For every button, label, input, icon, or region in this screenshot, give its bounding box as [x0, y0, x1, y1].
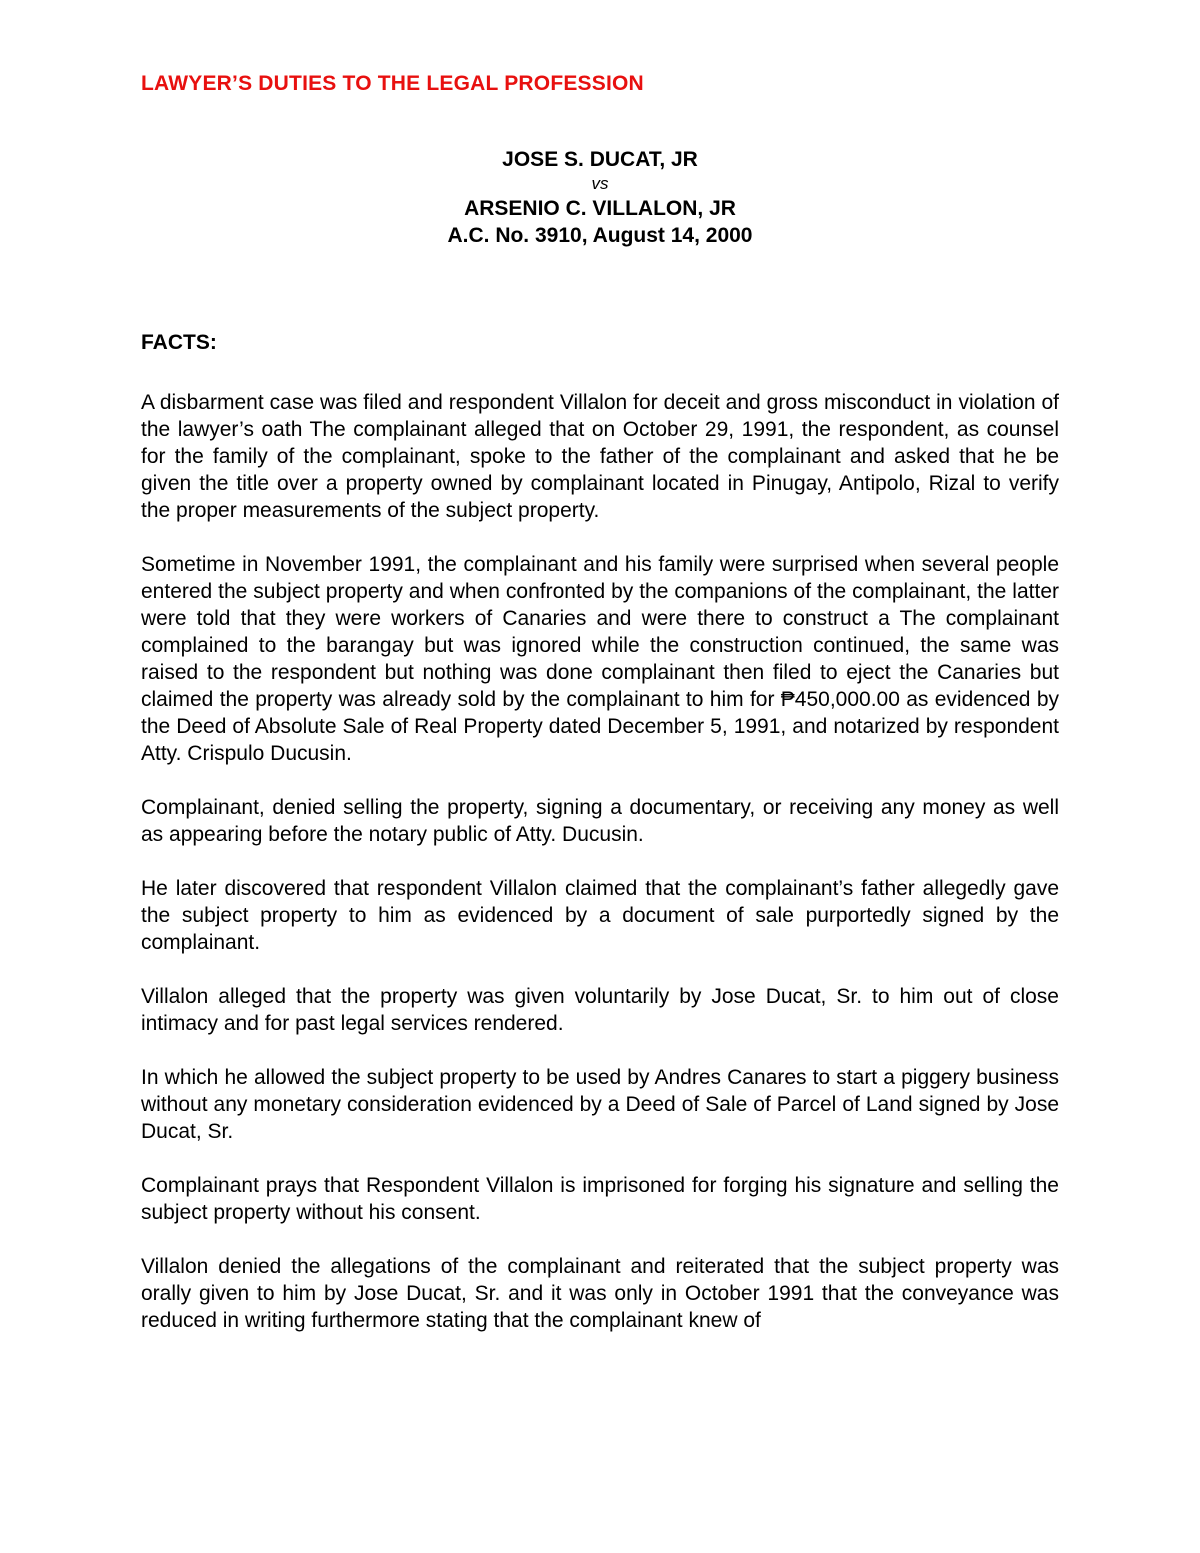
paragraph: A disbarment case was filed and respondent Villalon for deceit and gross misconduct in violation of the lawyer’s oath The complainant alleged that on October 29, 1991, the respondent, as counsel for the family of the complainant, spoke to the father of the complainant and asked that he be given the title over a property owned by complainant located in Pinugay, Antipolo, Rizal to verify the proper measurements of the subject property.: [141, 391, 1059, 522]
paragraph: In which he allowed the subject property to be used by Andres Canares to start a piggery business without any monetary consideration evidenced by a Deed of Sale of Parcel of Land signed by Jose Ducat, Sr.: [141, 1066, 1059, 1143]
paragraph: Complainant prays that Respondent Villalon is imprisoned for forging his signature and selling the subject property without his consent.: [141, 1174, 1059, 1224]
facts-body: [141, 389, 1059, 1361]
respondent-name: ARSENIO C. VILLALON, JR: [464, 197, 736, 220]
paragraph: He later discovered that respondent Villalon claimed that the complainant’s father allegedly gave the subject property to him as evidenced by a document of sale purportedly signed by the complainant.: [141, 877, 1059, 954]
versus-label: vs: [591, 174, 609, 193]
case-number: A.C. No. 3910, August 14, 2000: [447, 224, 753, 247]
paragraph: Villalon denied the allegations of the complainant and reiterated that the subject property was orally given to him by Jose Ducat, Sr. and it was only in October 1991 that the conveyance was reduced in writing furthermore stating that the complainant knew of: [141, 1255, 1059, 1332]
case-caption: [141, 146, 1059, 249]
facts-heading: FACTS:: [141, 331, 217, 354]
complainant-name: JOSE S. DUCAT, JR: [502, 148, 698, 171]
paragraph: Complainant, denied selling the property, signing a documentary, or receiving any money as well as appearing before the notary public of Atty. Ducusin.: [141, 796, 1059, 846]
paragraph: Villalon alleged that the property was given voluntarily by Jose Ducat, Sr. to him out of close intimacy and for past legal services rendered.: [141, 985, 1059, 1035]
paragraph: Sometime in November 1991, the complainant and his family were surprised when several people entered the subject property and when confronted by the companions of the complainant, the latter were told that they were workers of Canaries and were there to construct a The complainant complained to the barangay but was ignored while the construction continued, the same was raised to the respondent but nothing was done complainant then filed to eject the Canaries but claimed the property was already sold by the complainant to him for ₱450,000.00 as evidenced by the Deed of Absolute Sale of Real Property dated December 5, 1991, and notarized by respondent Atty. Crispulo Ducusin.: [141, 553, 1059, 765]
section-title: LAWYER’S DUTIES TO THE LEGAL PROFESSION: [141, 72, 644, 95]
